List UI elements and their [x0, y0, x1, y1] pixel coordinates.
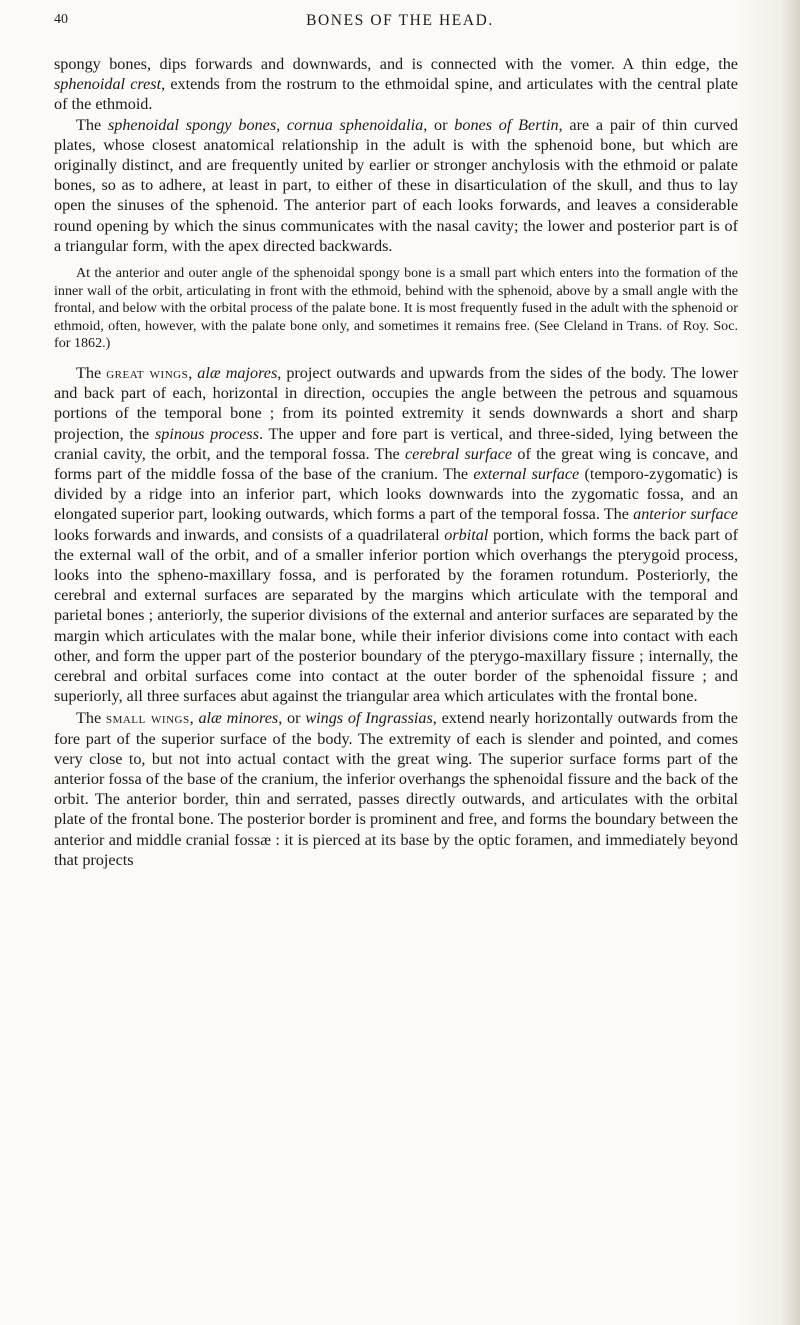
note-orbital-part: At the anterior and outer angle of the sphenoidal spongy bone is a small part which enters into the formation of the inner wall of the orbit, articulating in front with the ethmoid, behind with the sphenoid, above by a small angle with the frontal, and below with the orbital process of the palate bone. It is most frequently fused in the adult with the sphenoid or ethmoid, often, however, with the palate bone only, and sometimes it remains free. (See Cleland in Trans. of Roy. Soc. for 1862.) — [54, 265, 738, 352]
paragraph-sphenoidal-spongy-bones: The sphenoidal spongy bones, cornua sphenoidalia, or bones of Bertin, are a pair of thin curved plates, whose closest anatomical relationship in the adult is with the sphenoid bone, but which are originally distinct, and are frequently united by earlier or stronger anchylosis with the ethmoid or palate bones, so as to adhere, at least in part, to either of these in disarticulation of the skull, and thus to lay open the sinuses of the sphenoid. The anterior part of each looks forwards, and leaves a considerable round opening by which the sinus communicates with the nasal cavity; the lower and posterior part is of a triangular form, with the apex directed backwards. — [54, 115, 739, 255]
page-header — [50, 12, 750, 38]
page-edge-shadow — [778, 0, 800, 1325]
paragraph-great-wings: The great wings, alæ majores, project outwards and upwards from the sides of the body. The lower and back part of each, horizontal in direction, occupies the angle between the petrous and squamous portions of the temporal bone ; from its pointed extremity it sends downwards a short and sharp projection, the spinous process. The upper and fore part is vertical, and three-sided, lying between the cranial cavity, the orbit, and the temporal fossa. The cerebral surface of the great wing is concave, and forms part of the middle fossa of the base of the cranium. The external surface (temporo-zygomatic) is divided by a ridge into an inferior part, which looks downwards into the zygomatic fossa, and an elongated superior part, looking outwards, which forms a part of the temporal fossa. The anterior surface looks forwards and inwards, and consists of a quadrilateral orbital portion, which forms the back part of the external wall of the orbit, and of a smaller inferior portion which overhangs the pterygoid process, looks into the spheno-maxillary fossa, and is perforated by the foramen rotundum. Posteriorly, the cerebral and external surfaces are separated by the margins which articulate with the temporal and parietal bones ; anteriorly, the superior divisions of the external and anterior surfaces are separated by the margin which articulates with the malar bone, while their inferior divisions come into contact with each other, and form the upper part of the posterior boundary of the pterygo-maxillary fissure ; internally, the cerebral and orbital surfaces come into contact at the outer border of the sphenoidal fissure ; and superiorly, all three surfaces abut against the triangular area which articulates with the frontal bone. — [54, 364, 739, 706]
page-number: 40 — [54, 12, 68, 27]
paragraph-small-wings: The small wings, alæ minores, or wings of Ingrassias, extend nearly horizontally outwards from the fore part of the superior surface of the body. The extremity of each is slender and pointed, and comes very close to, but not into actual contact with the great wing. The superior surface forms part of the anterior fossa of the base of the cranium, the inferior overhangs the sphenoidal fissure and the back of the orbit. The anterior border, thin and serrated, passes directly outwards, and articulates with the orbital plate of the frontal bone. The posterior border is prominent and free, and forms the boundary between the anterior and middle cranial fossæ : it is pierced at its base by the optic foramen, and immediately beyond that projects — [54, 709, 738, 869]
paragraph-vomer: spongy bones, dips forwards and downwards, and is connected with the vomer. A thin edge, the sphenoidal crest, extends from the rostrum to the ethmoidal spine, and articulates with the central plate of the ethmoid. — [54, 55, 738, 114]
running-title: BONES OF THE HEAD. — [306, 12, 494, 29]
page-body — [54, 54, 738, 870]
